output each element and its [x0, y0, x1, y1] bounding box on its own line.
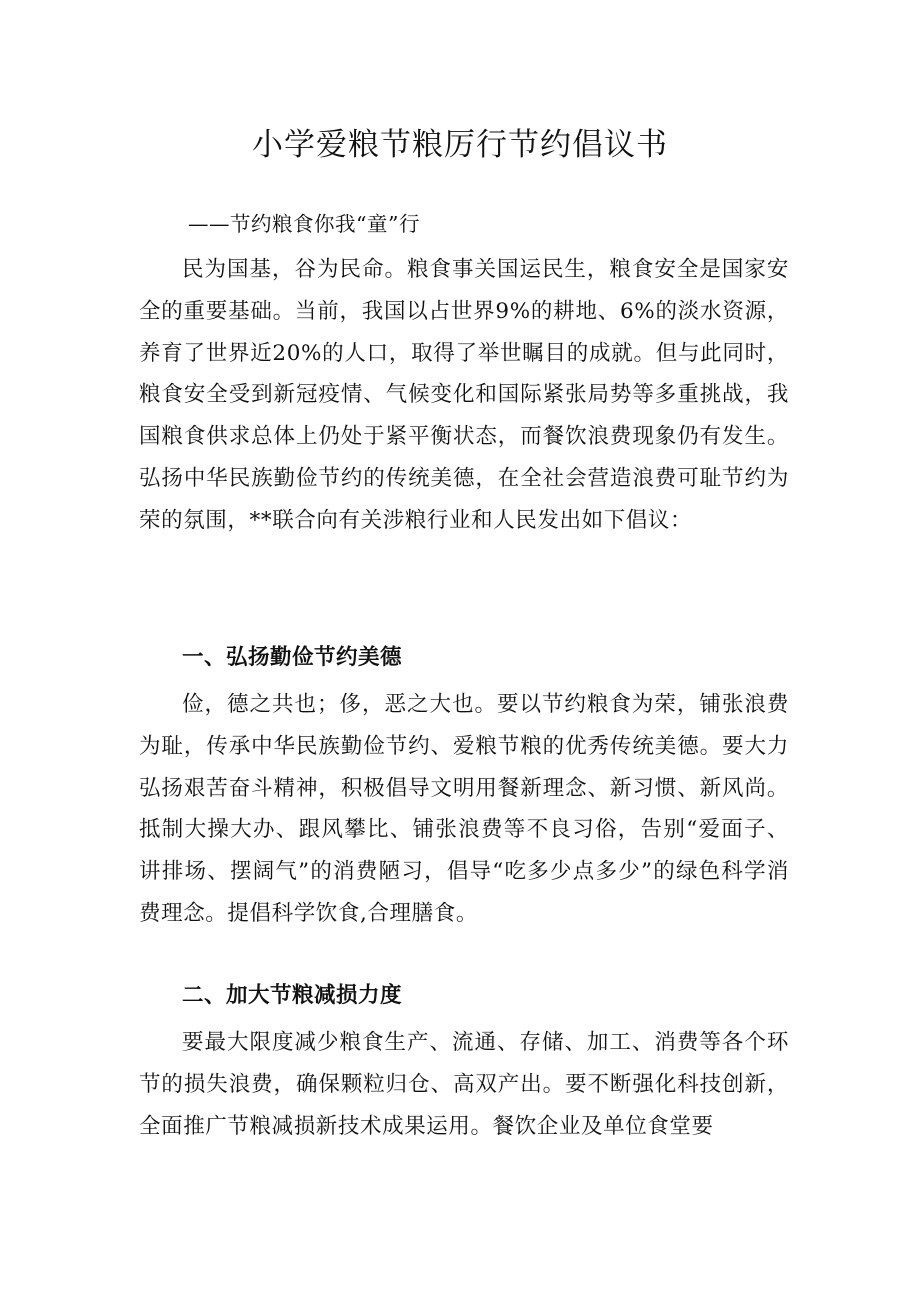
intro-block [139, 249, 789, 542]
section-2-heading-block [139, 974, 789, 1018]
section-heading: 二、加大节粮减损力度 [182, 983, 403, 1008]
document-subtitle: ——节约粮食你我“童”行 [188, 212, 420, 236]
section-paragraph: 俭，德之共也；侈，恶之大也。要以节约粮食为荣，铺张浪费为耻，传承中华民族勤俭节约、爱粮节粮的优秀传统美德。要大力弘扬艰苦奋斗精神，积极倡导文明用餐新理念、新习惯、新风尚。抵制大操大办、跟风攀比、铺张浪费等不良习俗，告别“爱面子、讲排场、摆阔气”的消费陋习，倡导“吃多少点多少”的绿色科学消费理念。提倡科学饮食,合理膳食。 [139, 692, 789, 926]
section-1-body-block [139, 684, 789, 935]
section-heading: 一、弘扬勤俭节约美德 [182, 645, 403, 670]
section-2-body-block [139, 1022, 789, 1147]
document-title: 小学爱粮节粮厉行节约倡议书 [252, 127, 668, 163]
section-1-heading-block [139, 636, 789, 680]
intro-paragraph: 民为国基，谷为民命。粮食事关国运民生，粮食安全是国家安全的重要基础。当前，我国以占世界9%的耕地、6%的淡水资源，养育了世界近20%的人口，取得了举世瞩目的成就。但与此同时，粮食安全受到新冠疫情、气候变化和国际紧张局势等多重挑战，我国粮食供求总体上仍处于紧平衡状态，而餐饮浪费现象仍有发生。弘扬中华民族勤俭节约的传统美德，在全社会营造浪费可耻节约为荣的氛围，**联合向有关涉粮行业和人民发出如下倡议： [139, 257, 789, 533]
section-paragraph: 要最大限度减少粮食生产、流通、存储、加工、消费等各个环节的损失浪费，确保颗粒归仓、高双产出。要不断强化科技创新，全面推广节粮减损新技术成果运用。餐饮企业及单位食堂要 [139, 1030, 789, 1139]
